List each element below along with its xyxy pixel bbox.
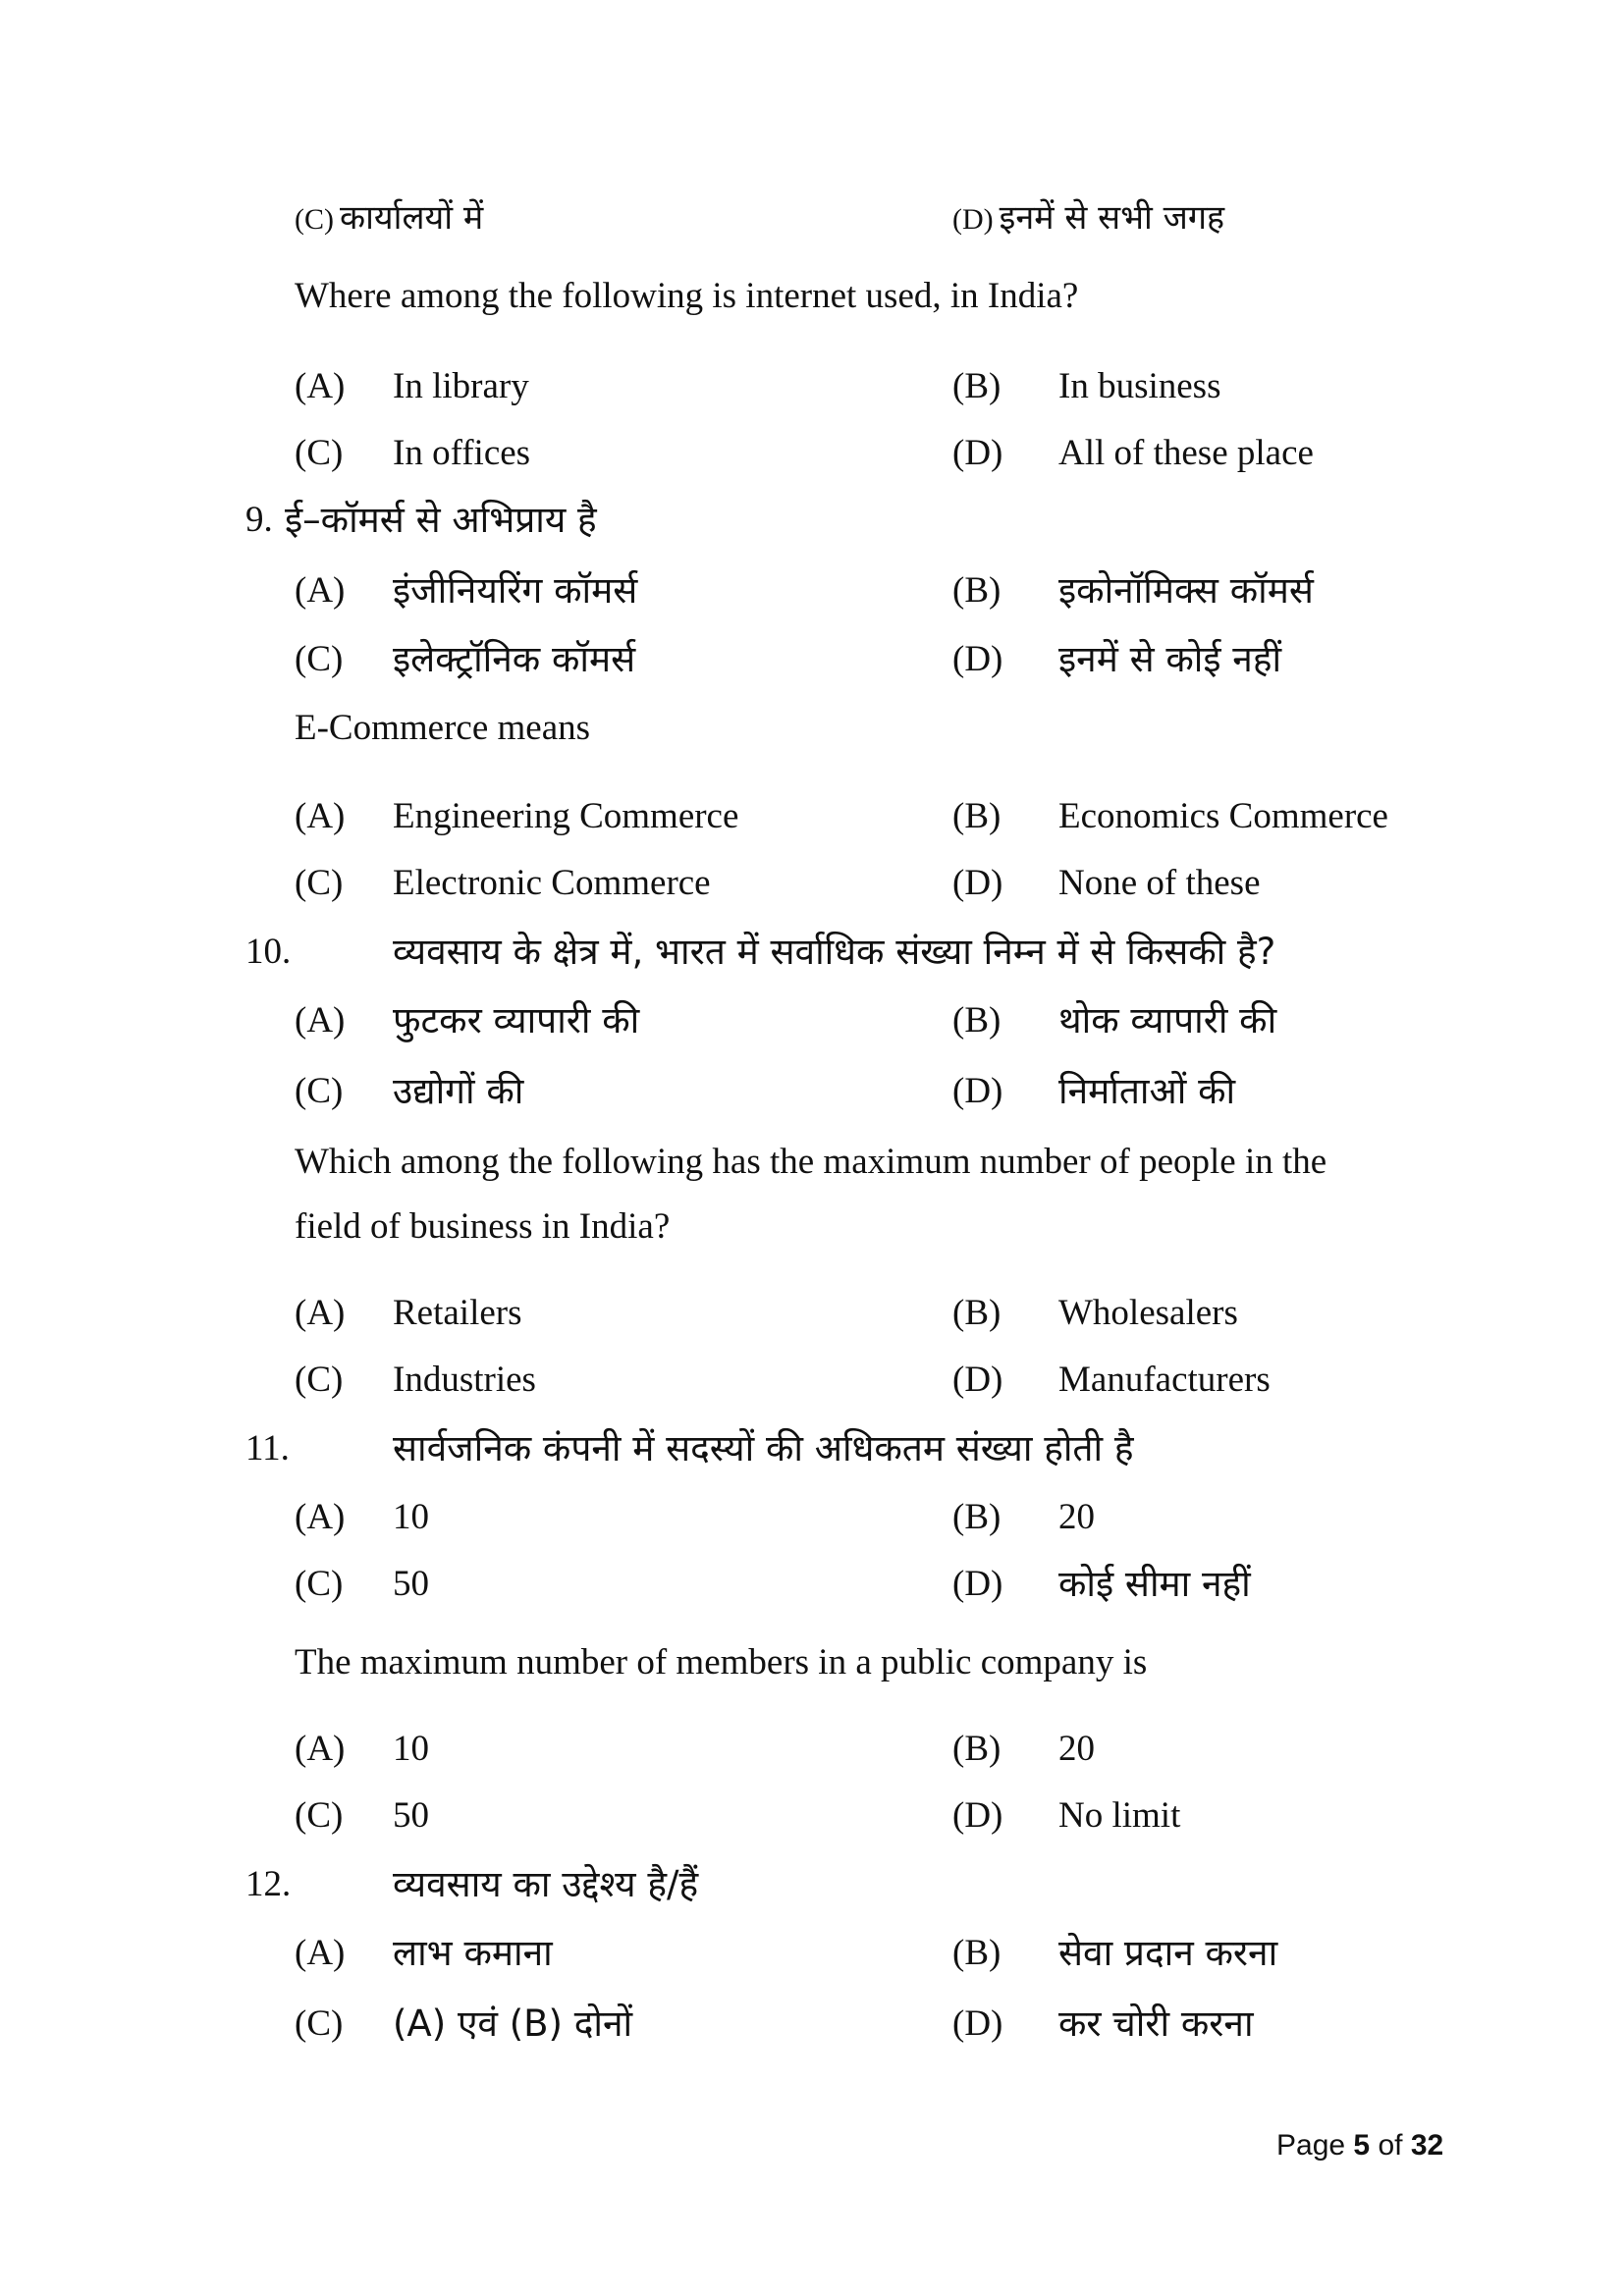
q9-hi-option-b-text: इकोनॉमिक्स कॉमर्स (1058, 569, 1314, 612)
q9-hi-option-d-label: (D) (952, 639, 1003, 679)
q10-en-option-d-text: Manufacturers (1058, 1360, 1271, 1400)
q8-en-option-d-label: (D) (952, 433, 1003, 473)
q9-hi-option-a-label: (A) (295, 570, 346, 611)
q8-en-option-b-label: (B) (952, 366, 1001, 406)
q9-en-option-a-text: Engineering Commerce (393, 796, 739, 836)
q8-en-option-a-text: In library (393, 366, 529, 406)
q9-en-option-b-text: Economics Commerce (1058, 796, 1388, 836)
q9-hi-option-d-text: इनमें से कोई नहीं (1058, 638, 1282, 680)
q9-en-option-c-label: (C) (295, 863, 344, 903)
q10-en-option-c-label: (C) (295, 1360, 344, 1400)
q10-hi-option-c-text: उद्योगों की (393, 1070, 524, 1112)
q11-en-option-a-text: 10 (393, 1729, 429, 1769)
q11-en-option-b-text: 20 (1058, 1729, 1095, 1769)
q9-hi-option-b-label: (B) (952, 570, 1001, 611)
q11-hi-option-b-label: (B) (952, 1497, 1001, 1537)
q11-en-option-c-text: 50 (393, 1795, 429, 1836)
q12-hi-option-a-text: लाभ कमाना (393, 1932, 553, 1974)
q9-number: 9. (245, 500, 273, 540)
q10-hi-option-b-label: (B) (952, 1000, 1001, 1041)
q9-hi-option-a-text: इंजीनियरिंग कॉमर्स (393, 569, 638, 612)
q10-en-option-b-text: Wholesalers (1058, 1293, 1238, 1333)
q11-hi-option-b-text: 20 (1058, 1497, 1095, 1537)
q10-hi-option-b-text: थोक व्यापारी की (1058, 999, 1277, 1041)
q10-en-option-a-text: Retailers (393, 1293, 522, 1333)
q12-hi-question: व्यवसाय का उद्देश्य है/हैं (393, 1863, 699, 1905)
q8-en-question: Where among the following is internet used, in India? (295, 276, 1079, 316)
q11-number: 11. (245, 1428, 290, 1468)
q9-en-question: E-Commerce means (295, 708, 591, 748)
q10-en-option-d-label: (D) (952, 1360, 1003, 1400)
q10-hi-option-c-label: (C) (295, 1071, 344, 1111)
q9-en-option-a-label: (A) (295, 796, 346, 836)
q9-en-option-c-text: Electronic Commerce (393, 863, 711, 903)
q10-hi-option-d-text: निर्माताओं की (1058, 1070, 1236, 1112)
q8-hi-option-c: (C) कार्यालयों में (295, 198, 484, 238)
q11-en-option-b-label: (B) (952, 1729, 1001, 1769)
q10-number: 10. (245, 932, 292, 972)
q12-hi-option-b-label: (B) (952, 1933, 1001, 1973)
q11-hi-option-c-label: (C) (295, 1564, 344, 1604)
q8-en-option-b-text: In business (1058, 366, 1221, 406)
q9-hi-option-c-label: (C) (295, 639, 344, 679)
q12-hi-option-c-label: (C) (295, 2003, 344, 2044)
q12-hi-option-d-label: (D) (952, 2003, 1003, 2044)
q10-hi-option-a-label: (A) (295, 1000, 346, 1041)
q9-en-option-d-text: None of these (1058, 863, 1261, 903)
q8-en-option-d-text: All of these place (1058, 433, 1314, 473)
page-number (1276, 2128, 1443, 2163)
q11-hi-option-d-text: कोई सीमा नहीं (1058, 1563, 1251, 1605)
q11-hi-option-c-text: 50 (393, 1564, 429, 1604)
q12-hi-option-a-label: (A) (295, 1933, 346, 1973)
q8-en-option-c-text: In offices (393, 433, 531, 473)
q9-en-option-d-label: (D) (952, 863, 1003, 903)
q10-hi-option-d-label: (D) (952, 1071, 1003, 1111)
q10-en-option-c-text: Industries (393, 1360, 536, 1400)
q10-en-option-b-label: (B) (952, 1293, 1001, 1333)
q8-en-option-c-label: (C) (295, 433, 344, 473)
q10-en-option-a-label: (A) (295, 1293, 346, 1333)
page-word: Page (1276, 2129, 1346, 2162)
q11-en-option-d-label: (D) (952, 1795, 1003, 1836)
q10-hi-question: व्यवसाय के क्षेत्र में, भारत में सर्वाधिक संख्या निम्न में से किसकी है? (393, 931, 1276, 973)
current-page: 5 (1353, 2129, 1371, 2162)
q11-en-option-a-label: (A) (295, 1729, 346, 1769)
q11-hi-option-a-label: (A) (295, 1497, 346, 1537)
total-pages: 32 (1410, 2129, 1444, 2162)
q11-en-option-d-text: No limit (1058, 1795, 1181, 1836)
q11-hi-option-d-label: (D) (952, 1564, 1003, 1604)
q12-number: 12. (245, 1864, 292, 1904)
q10-en-question-line2: field of business in India? (295, 1206, 671, 1247)
q10-en-question-line1: Which among the following has the maximum number of people in the (295, 1142, 1327, 1182)
q12-hi-option-b-text: सेवा प्रदान करना (1058, 1932, 1278, 1974)
q11-hi-question: सार्वजनिक कंपनी में सदस्यों की अधिकतम संख्या होती है (393, 1427, 1134, 1469)
q11-hi-option-a-text: 10 (393, 1497, 429, 1537)
q8-en-option-a-label: (A) (295, 366, 346, 406)
q9-hi-option-c-text: इलेक्ट्रॉनिक कॉमर्स (393, 638, 636, 680)
q8-hi-option-d: (D) इनमें से सभी जगह (952, 198, 1225, 238)
q12-hi-option-c-text: (A) एवं (B) दोनों (393, 2002, 633, 2045)
q9-hi-question: ई–कॉमर्स से अभिप्राय है (285, 499, 597, 541)
q11-en-question: The maximum number of members in a public company is (295, 1642, 1148, 1682)
of-word: of (1378, 2129, 1403, 2162)
q12-hi-option-d-text: कर चोरी करना (1058, 2002, 1254, 2045)
q10-hi-option-a-text: फुटकर व्यापारी की (393, 999, 640, 1041)
q11-en-option-c-label: (C) (295, 1795, 344, 1836)
q9-en-option-b-label: (B) (952, 796, 1001, 836)
